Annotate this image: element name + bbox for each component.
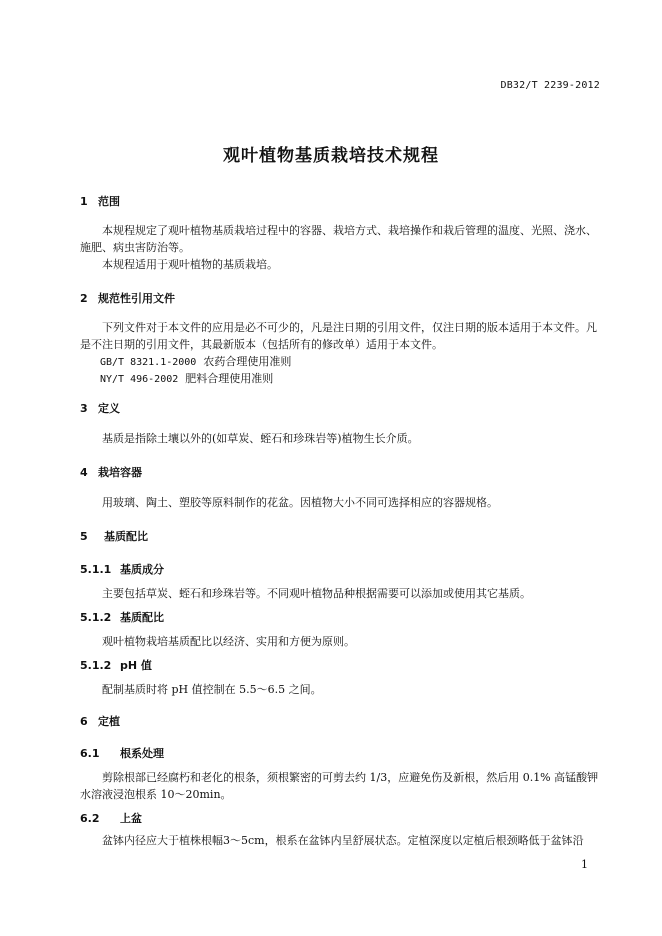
paragraph-text: 本规程适用于观叶植物的基质栽培。 xyxy=(102,258,278,271)
subsection-title: 基质配比 xyxy=(120,611,164,624)
section-heading-4 xyxy=(80,464,142,480)
paragraph-text: 观叶植物栽培基质配比以经济、实用和方便为原则。 xyxy=(102,635,355,648)
section-title: 定义 xyxy=(98,402,120,415)
paragraph xyxy=(80,494,600,511)
reference-name: 肥料合理使用准则 xyxy=(185,372,274,385)
page-title: 观叶植物基质栽培技术规程 xyxy=(223,146,439,166)
section-heading-3 xyxy=(80,400,120,416)
document-number: DB32/T 2239-2012 xyxy=(500,80,600,91)
paragraph xyxy=(80,319,601,353)
subsection-heading xyxy=(80,657,152,673)
paragraph-text: 用玻璃、陶土、塑胶等原料制作的花盆。因植物大小不同可选择相应的容器规格。 xyxy=(102,496,498,509)
section-title: 基质配比 xyxy=(104,530,148,543)
reference-item xyxy=(100,370,273,386)
paragraph-text: 剪除根部已经腐朽和老化的根条，须根繁密的可剪去约 1/3，应避免伤及新根，然后用 0.1% 高锰酸钾水溶液浸泡根系 10～20min。 xyxy=(80,771,599,801)
section-number: 5 xyxy=(80,530,88,543)
paragraph xyxy=(80,633,600,650)
reference-code: NY/T 496-2002 xyxy=(100,374,179,385)
subsection-heading xyxy=(80,609,164,625)
paragraph-text: 本规程规定了观叶植物基质栽培过程中的容器、栽培方式、栽培操作和栽后管理的温度、光照、浇水、施肥、病虫害防治等。 xyxy=(80,224,597,254)
section-heading-6 xyxy=(80,713,120,729)
paragraph-text: 主要包括草炭、蛭石和珍珠岩等。不同观叶植物品种根据需要可以添加或使用其它基质。 xyxy=(102,587,531,600)
paragraph-text: 下列文件对于本文件的应用是必不可少的，凡是注日期的引用文件，仅注日期的版本适用于本文件。凡是不注日期的引用文件，其最新版本（包括所有的修改单）适用于本文件。 xyxy=(80,321,597,351)
subsection-number: 6.2 xyxy=(80,812,100,825)
section-number: 4 xyxy=(80,466,88,479)
subsection-number: 5.1.2 xyxy=(80,611,112,624)
section-heading-1 xyxy=(80,193,120,209)
paragraph xyxy=(80,585,600,602)
section-title: 规范性引用文件 xyxy=(98,292,175,305)
reference-name: 农药合理使用准则 xyxy=(203,355,292,368)
section-title: 范围 xyxy=(98,195,120,208)
paragraph-text: 基质是指除土壤以外的(如草炭、蛭石和珍珠岩等)植物生长介质。 xyxy=(102,432,419,445)
paragraph xyxy=(80,430,600,447)
subsection-heading xyxy=(80,745,164,761)
subsection-heading xyxy=(80,561,164,577)
section-title: 定植 xyxy=(98,715,120,728)
subsection-number: 5.1.2 xyxy=(80,659,112,672)
paragraph xyxy=(80,681,600,698)
section-heading-2 xyxy=(80,290,175,306)
subsection-number: 5.1.1 xyxy=(80,563,112,576)
section-number: 2 xyxy=(80,292,88,305)
paragraph xyxy=(80,256,600,273)
section-number: 3 xyxy=(80,402,88,415)
paragraph xyxy=(80,832,601,849)
subsection-title: 基质成分 xyxy=(120,563,164,576)
paragraph xyxy=(80,222,601,256)
subsection-number: 6.1 xyxy=(80,747,100,760)
section-number: 6 xyxy=(80,715,88,728)
subsection-heading xyxy=(80,810,142,826)
paragraph-text: 盆钵内径应大于植株根幅3～5cm，根系在盆钵内呈舒展状态。定植深度以定植后根颈略低于盆钵沿 xyxy=(102,834,584,847)
reference-item xyxy=(100,353,291,369)
reference-code: GB/T 8321.1-2000 xyxy=(100,357,197,368)
page-number: 1 xyxy=(581,858,588,871)
section-number: 1 xyxy=(80,195,88,208)
subsection-title: 上盆 xyxy=(120,812,142,825)
section-title: 栽培容器 xyxy=(98,466,142,479)
subsection-title: pH 值 xyxy=(120,659,152,672)
subsection-title: 根系处理 xyxy=(120,747,164,760)
paragraph-text: 配制基质时将 pH 值控制在 5.5～6.5 之间。 xyxy=(102,683,322,696)
section-heading-5 xyxy=(80,528,148,544)
paragraph xyxy=(80,769,601,803)
